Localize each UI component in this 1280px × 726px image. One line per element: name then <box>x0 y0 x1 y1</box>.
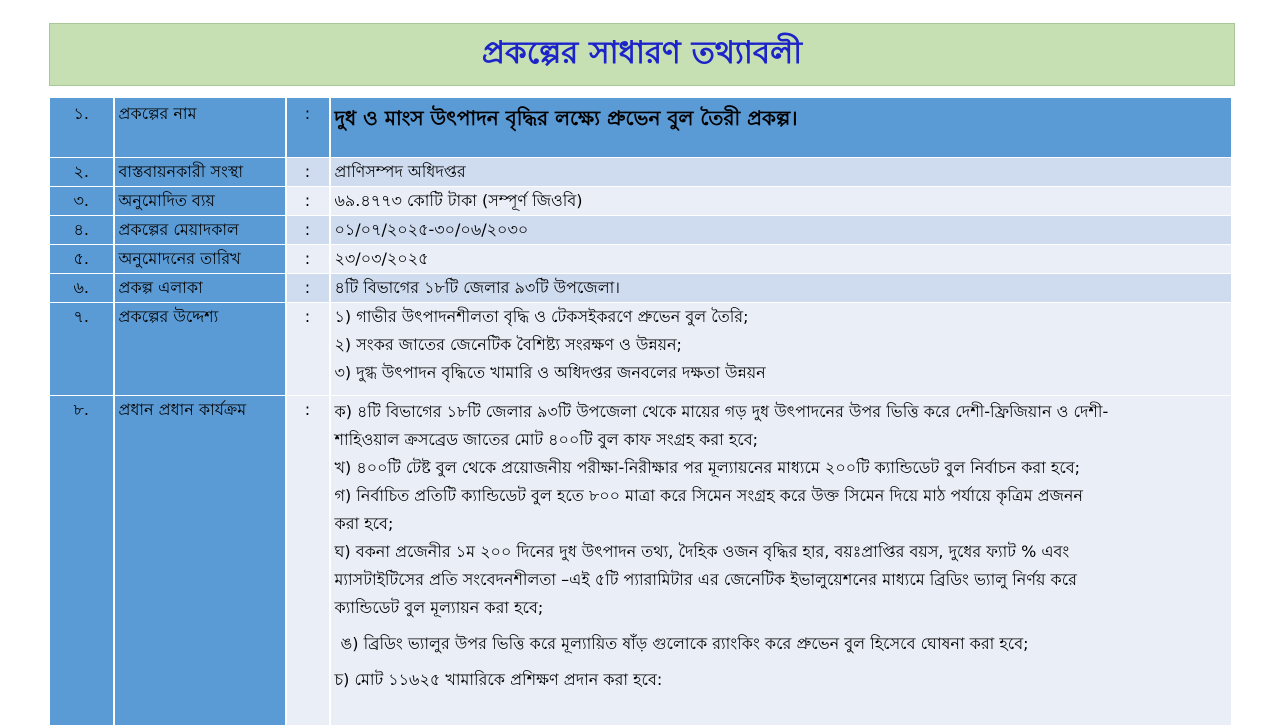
table-row <box>50 158 1232 187</box>
objectives-list <box>330 303 1232 396</box>
row-colon: : <box>286 303 330 396</box>
row-value: ৬৯.৪৭৭৩ কোটি টাকা (সম্পূর্ণ জিওবি) <box>330 187 1232 216</box>
table-row <box>50 98 1232 158</box>
row-number: ১. <box>50 98 114 158</box>
row-value: প্রাণিসম্পদ অধিদপ্তর <box>330 158 1232 187</box>
row-number: ৬. <box>50 274 114 303</box>
activity-line: ঘ) বকনা প্রজেনীর ১ম ২০০ দিনের দুধ উৎপাদন তথ্য, দৈহিক ওজন বৃদ্ধির হার, বয়ঃপ্রাপ্তির বয়স, দুধের ফ্যাট % এবং <box>334 542 1070 561</box>
activity-line: শাহিওয়াল ক্রসব্রেড জাতের মোট ৪০০টি বুল কাফ সংগ্রহ করা হবে; <box>334 430 759 449</box>
row-number: ৭. <box>50 303 114 396</box>
activity-line: চ) মোট ১১৬২৫ খামারিকে প্রশিক্ষণ প্রদান করা হবে: <box>334 670 663 689</box>
objective-item: ২) সংকর জাতের জেনেটিক বৈশিষ্ট্য সংরক্ষণ ও উন্নয়ন; <box>334 335 682 354</box>
page-title: প্রকল্পের সাধারণ তথ্যাবলী <box>481 34 803 71</box>
row-value: ২৩/০৩/২০২৫ <box>330 245 1232 274</box>
activity-line: করা হবে; <box>334 514 394 533</box>
objective-item: ৩) দুগ্ধ উৎপাদন বৃদ্ধিতে খামারি ও অধিদপ্তর জনবলের দক্ষতা উন্নয়ন <box>334 363 766 382</box>
table-row <box>50 303 1232 396</box>
row-number: ৪. <box>50 216 114 245</box>
row-label: প্রকল্প এলাকা <box>114 274 286 303</box>
row-label: অনুমোদিত ব্যয় <box>114 187 286 216</box>
activities-list <box>330 396 1232 726</box>
row-label: বাস্তবায়নকারী সংস্থা <box>114 158 286 187</box>
activity-line: খ) ৪০০টি টেষ্ট বুল থেকে প্রয়োজনীয় পরীক্ষা-নিরীক্ষার পর মূল্যায়নের মাধ্যমে ২০০টি ক্যান্ডিডেট বুল নির্বাচন করা হবে; <box>334 458 1081 477</box>
table-row <box>50 187 1232 216</box>
activity-line: ক) ৪টি বিভাগের ১৮টি জেলার ৯৩টি উপজেলা থেকে মায়ের গড় দুধ উৎপাদনের উপর ভিত্তি করে দেশী-ফ্রিজিয়ান ও দেশী- <box>334 402 1109 421</box>
row-number: ৮. <box>50 396 114 726</box>
row-label: অনুমোদনের তারিখ <box>114 245 286 274</box>
row-colon: : <box>286 245 330 274</box>
objective-item: ১) গাভীর উৎপাদনশীলতা বৃদ্ধি ও টেকসইকরণে প্রুভেন বুল তৈরি; <box>334 307 749 326</box>
activity-line: গ) নির্বাচিত প্রতিটি ক্যান্ডিডেট বুল হতে ৮০০ মাত্রা করে সিমেন সংগ্রহ করে উক্ত সিমেন দিয়ে মাঠ পর্যায়ে কৃত্রিম প্রজনন <box>334 486 1083 505</box>
row-number: ৫. <box>50 245 114 274</box>
row-label: প্রকল্পের মেয়াদকাল <box>114 216 286 245</box>
row-colon: : <box>286 187 330 216</box>
row-label: প্রকল্পের নাম <box>114 98 286 158</box>
row-colon: : <box>286 98 330 158</box>
row-label: প্রকল্পের উদ্দেশ্য <box>114 303 286 396</box>
table-row <box>50 216 1232 245</box>
row-colon: : <box>286 274 330 303</box>
row-value: ০১/০৭/২০২৫-৩০/০৬/২০৩০ <box>330 216 1232 245</box>
activity-line: ম্যাসটাইটিসের প্রতি সংবেদনশীলতা –এই ৫টি প্যারামিটার এর জেনেটিক ইভালুয়েশনের মাধ্যমে ব্রিডিং ভ্যালু নির্ণয় করে <box>334 570 1077 589</box>
row-number: ২. <box>50 158 114 187</box>
project-info-table <box>49 97 1233 726</box>
row-number: ৩. <box>50 187 114 216</box>
title-bar <box>49 23 1235 86</box>
table-row <box>50 274 1232 303</box>
row-value: ৪টি বিভাগের ১৮টি জেলার ৯৩টি উপজেলা। <box>330 274 1232 303</box>
table-row <box>50 245 1232 274</box>
row-colon: : <box>286 216 330 245</box>
table-row <box>50 396 1232 726</box>
row-colon: : <box>286 158 330 187</box>
row-colon: : <box>286 396 330 726</box>
activity-line: ক্যান্ডিডেট বুল মূল্যায়ন করা হবে; <box>334 598 544 617</box>
activity-line: ঙ) ব্রিডিং ভ্যালুর উপর ভিত্তি করে মূল্যায়িত ষাঁড় গুলোকে র‍্যাংকিং করে প্রুভেন বুল হিসেবে ঘোষনা করা হবে; <box>340 634 1029 653</box>
row-label: প্রধান প্রধান কার্যক্রম <box>114 396 286 726</box>
project-name-value: দুধ ও মাংস উৎপাদন বৃদ্ধির লক্ষ্যে প্রুভেন বুল তৈরী প্রকল্প। <box>330 98 1232 158</box>
